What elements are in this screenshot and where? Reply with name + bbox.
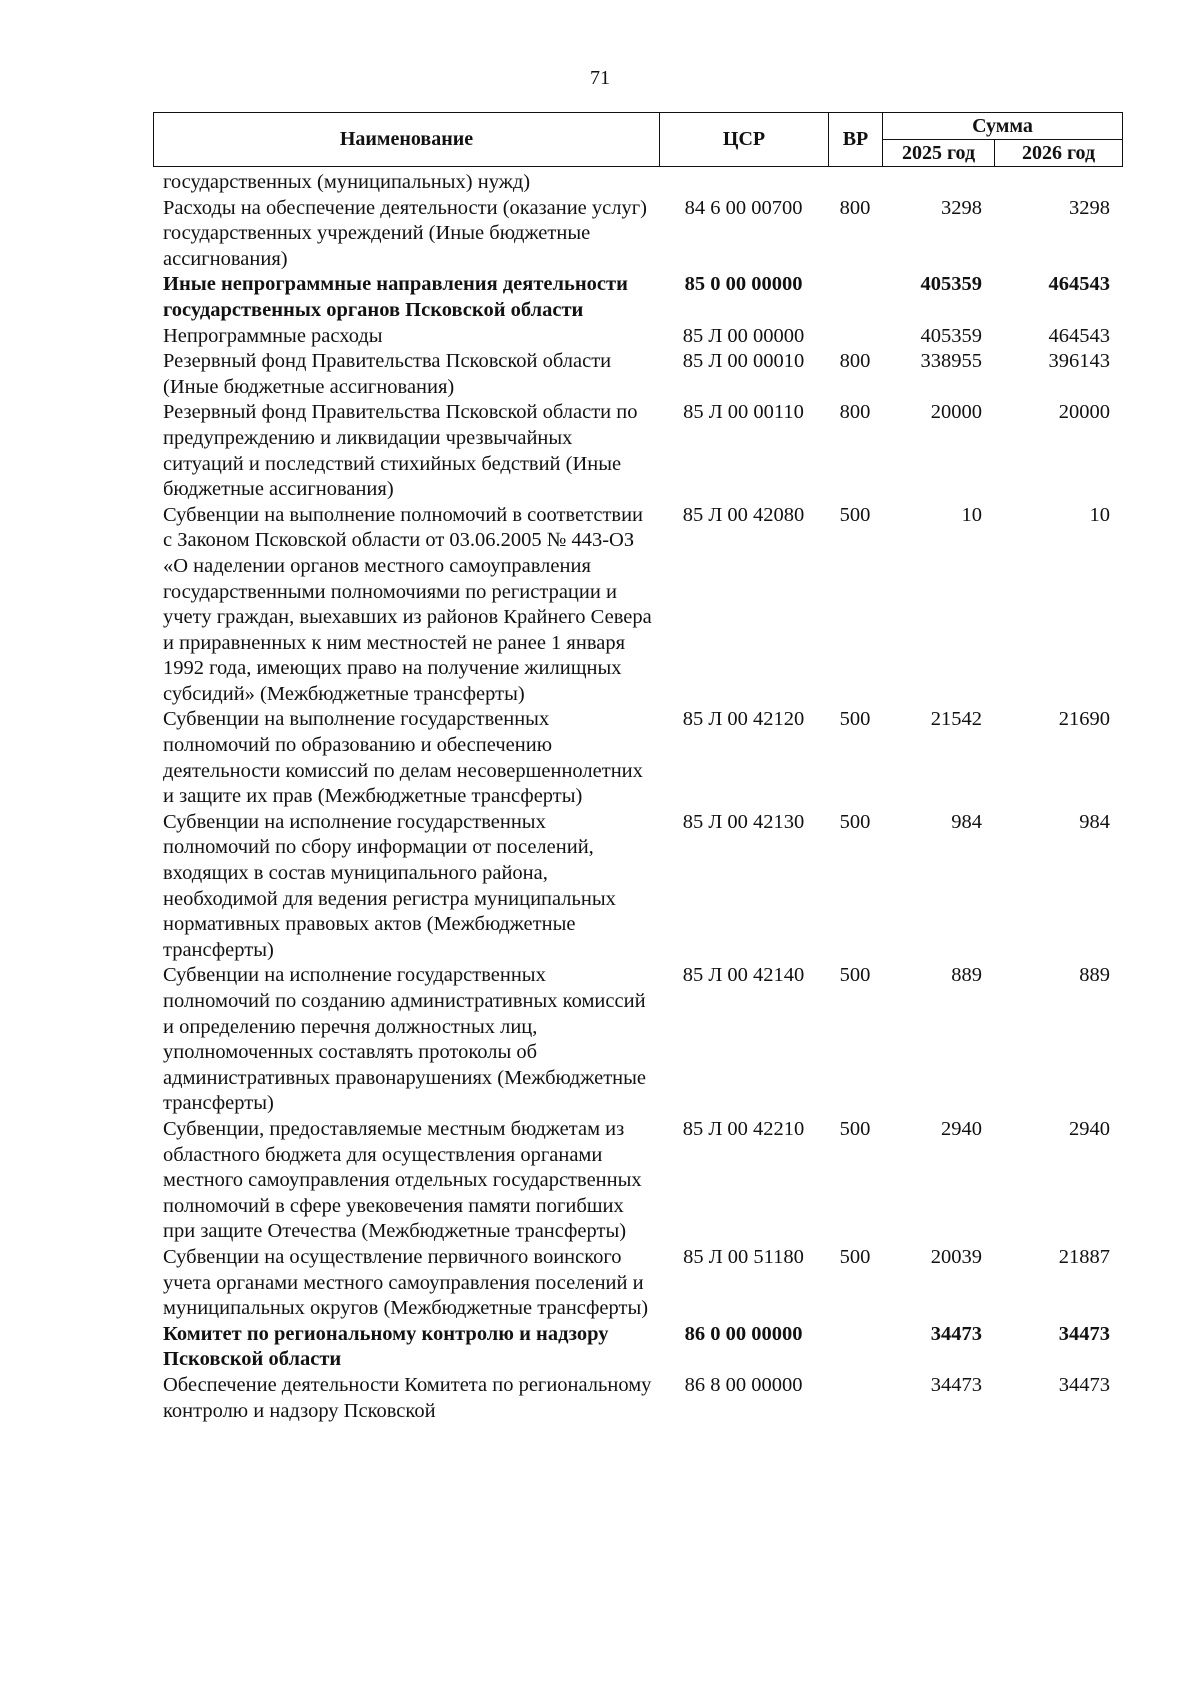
table-row — [153, 1245, 1122, 1322]
row-vr: 500 — [839, 708, 871, 731]
row-vr: 800 — [839, 196, 871, 219]
row-name: Субвенции на выполнение полномочий в соответствии с Законом Псковской области от 03.06.2005 № 443-ОЗ «О наделении органов местного самоуправления государственными полномочиями по регистрации и учету граждан, выехавших из районов Крайнего Севера и приравненных к ним местностей не ранее 1 января 1992 года, имеющих право на получение жилищных субсидий» (Межбюджетные трансферты) — [163, 503, 652, 705]
header-vr: ВР — [829, 113, 883, 167]
table-row — [153, 1117, 1122, 1245]
table-row — [153, 503, 1122, 708]
row-amount-2025: 20000 — [930, 401, 982, 424]
row-amount-2026: 34473 — [1058, 1373, 1110, 1396]
row-amount-2026: 984 — [1079, 810, 1110, 833]
row-amount-2025: 34473 — [930, 1373, 982, 1396]
row-amount-2026: 34473 — [1058, 1322, 1110, 1345]
row-name: Субвенции, предоставляемые местным бюджетам из областного бюджета для осуществления органами местного самоуправления отдельных государственных полномочий в сфере увековечения памяти погибших при защите Отечества (Межбюджетные трансферты) — [163, 1117, 642, 1243]
row-csr: 86 8 00 00000 — [684, 1373, 803, 1396]
row-amount-2025: 20039 — [930, 1245, 982, 1268]
row-amount-2025: 2940 — [941, 1117, 982, 1140]
row-amount-2026: 3298 — [1069, 196, 1110, 219]
row-amount-2026: 889 — [1079, 964, 1110, 987]
row-vr: 500 — [839, 1117, 871, 1140]
table-row — [153, 349, 1122, 400]
row-name: государственных (муниципальных) нужд) — [163, 171, 531, 193]
row-vr: 500 — [839, 1245, 871, 1268]
row-vr — [828, 272, 882, 323]
row-vr — [828, 1322, 882, 1373]
row-name: Комитет по региональному контролю и надзору Псковской области — [163, 1322, 609, 1371]
row-name: Субвенции на исполнение государственных полномочий по сбору информации от поселений, входящих в состав муниципального района, необходимой для ведения регистра муниципальных нормативных правовых актов (Межбюджетные трансферты) — [163, 810, 616, 961]
row-name: Иные непрограммные направления деятельности государственных органов Псковской области — [163, 273, 628, 321]
page-number: 71 — [590, 67, 610, 89]
table-header — [153, 112, 1123, 167]
table-row — [153, 170, 1122, 196]
row-vr: 500 — [839, 503, 871, 526]
row-amount-2026: 20000 — [1058, 401, 1110, 424]
row-amount-2025: 34473 — [930, 1322, 982, 1345]
table-row — [153, 707, 1122, 809]
row-vr — [828, 324, 882, 350]
row-amount-2025: 405359 — [920, 273, 982, 296]
row-amount-2025: 338955 — [920, 350, 982, 373]
row-vr: 800 — [839, 401, 871, 424]
table-row — [153, 963, 1122, 1117]
header-sum: Сумма — [883, 113, 1123, 140]
header-year-2025: 2025 год — [883, 140, 995, 167]
budget-table — [153, 170, 1122, 1424]
row-csr: 85 Л 00 42140 — [682, 964, 805, 987]
row-vr: 500 — [839, 810, 871, 833]
row-amount-2025: 889 — [951, 964, 982, 987]
table-row — [153, 196, 1122, 273]
row-csr: 85 Л 00 42120 — [682, 708, 805, 731]
header-csr: ЦСР — [660, 113, 829, 167]
table-row — [153, 400, 1122, 502]
row-csr: 85 Л 00 42210 — [682, 1117, 805, 1140]
row-csr: 85 Л 00 00000 — [682, 324, 805, 347]
row-csr: 85 Л 00 51180 — [683, 1245, 804, 1268]
row-amount-2026: 464543 — [1048, 273, 1110, 296]
row-csr — [659, 170, 828, 196]
row-csr: 85 Л 00 42130 — [682, 810, 805, 833]
row-csr: 85 0 00 00000 — [684, 273, 803, 296]
row-amount-2025 — [882, 170, 994, 196]
row-amount-2026: 10 — [1089, 503, 1110, 526]
row-amount-2025: 3298 — [941, 196, 982, 219]
row-csr: 84 6 00 00700 — [684, 196, 803, 219]
row-amount-2025: 21542 — [930, 708, 982, 731]
row-amount-2026: 396143 — [1048, 350, 1110, 373]
row-amount-2025: 10 — [961, 503, 982, 526]
table-row — [153, 1322, 1122, 1373]
row-amount-2026: 464543 — [1048, 324, 1110, 347]
row-name: Резервный фонд Правительства Псковской области (Иные бюджетные ассигнования) — [163, 350, 612, 398]
table-row — [153, 1373, 1122, 1424]
header-name: Наименование — [154, 113, 660, 167]
table-body — [153, 170, 1122, 1424]
row-amount-2025: 405359 — [920, 324, 982, 347]
row-name: Резервный фонд Правительства Псковской области по предупреждению и ликвидации чрезвычайных ситуаций и последствий стихийных бедствий (Иные бюджетные ассигнования) — [163, 401, 638, 501]
row-vr: 800 — [839, 350, 871, 373]
row-csr: 85 Л 00 42080 — [682, 503, 805, 526]
row-name: Субвенции на осуществление первичного воинского учета органами местного самоуправления поселений и муниципальных округов (Межбюджетные трансферты) — [163, 1245, 649, 1320]
row-vr: 500 — [839, 964, 871, 987]
row-name: Расходы на обеспечение деятельности (оказание услуг) государственных учреждений (Иные бюджетные ассигнования) — [163, 196, 647, 270]
row-csr: 85 Л 00 00010 — [682, 350, 805, 373]
header-year-2026: 2026 год — [995, 140, 1123, 167]
table-row — [153, 272, 1122, 323]
row-amount-2026: 2940 — [1069, 1117, 1110, 1140]
row-vr — [828, 1373, 882, 1424]
row-amount-2026: 21887 — [1058, 1245, 1110, 1268]
row-name: Субвенции на выполнение государственных полномочий по образованию и обеспечению деятельности комиссий по делам несовершеннолетних и защите их прав (Межбюджетные трансферты) — [163, 708, 643, 808]
row-amount-2025: 984 — [951, 810, 982, 833]
row-amount-2026: 21690 — [1058, 708, 1110, 731]
row-vr — [828, 170, 882, 196]
row-csr: 85 Л 00 00110 — [683, 401, 804, 424]
row-name: Субвенции на исполнение государственных полномочий по созданию административных комиссий и определению перечня должностных лиц, уполномоченных составлять протоколы об административных правонарушениях (Межбюджетные трансферты) — [163, 964, 647, 1115]
table-row — [153, 810, 1122, 964]
row-csr: 86 0 00 00000 — [684, 1322, 803, 1345]
row-name: Обеспечение деятельности Комитета по региональному контролю и надзору Псковской — [163, 1373, 652, 1422]
table-row — [153, 324, 1122, 350]
row-amount-2026 — [994, 170, 1122, 196]
row-name: Непрограммные расходы — [163, 324, 383, 347]
